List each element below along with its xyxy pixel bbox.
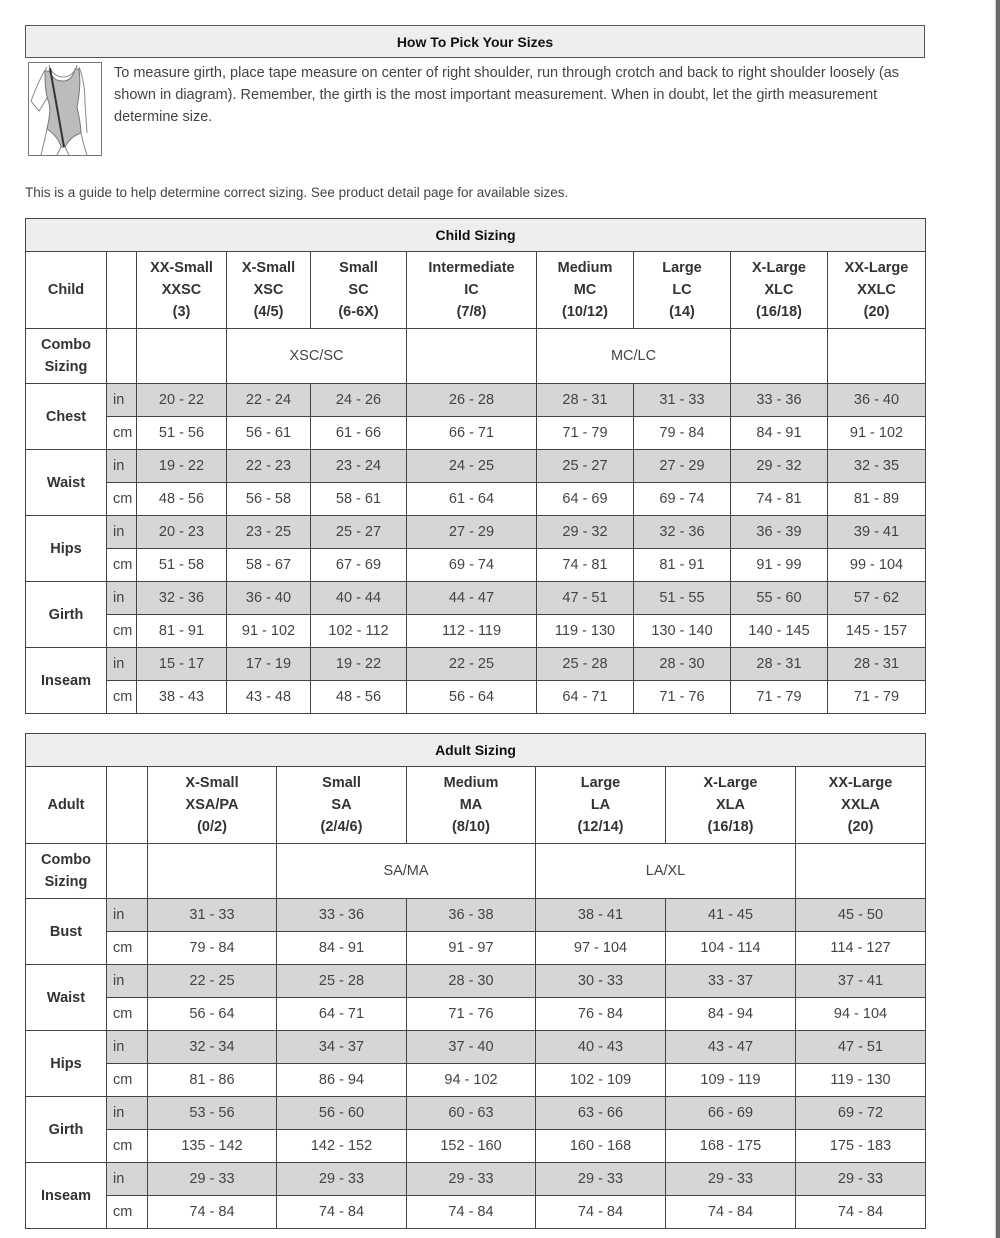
measurement-value: 74 - 84: [666, 1196, 796, 1229]
measurement-value: 56 - 64: [407, 681, 537, 714]
measurement-value: 81 - 91: [137, 615, 227, 648]
unit-label: in: [107, 582, 137, 615]
size-header-name: X-Small: [241, 260, 296, 276]
measurement-value: 74 - 81: [537, 549, 634, 582]
measurement-value: 119 - 130: [796, 1064, 926, 1097]
size-header-code: IC: [464, 282, 479, 298]
measurement-value: 74 - 84: [148, 1196, 277, 1229]
size-header: [311, 252, 407, 329]
measurement-value: 25 - 27: [311, 516, 407, 549]
measurement-value: 37 - 40: [407, 1031, 536, 1064]
table-row: [26, 1097, 926, 1130]
measurement-value: 28 - 30: [634, 648, 731, 681]
measurement-value: 19 - 22: [311, 648, 407, 681]
measurement-value: 33 - 36: [731, 384, 828, 417]
unit-label: in: [107, 1163, 148, 1196]
size-header-name: Medium: [557, 260, 613, 276]
table-row: [26, 615, 926, 648]
size-header-range: (2/4/6): [320, 819, 363, 835]
size-header-range: (7/8): [456, 304, 487, 320]
measurement-value: 94 - 104: [796, 998, 926, 1031]
table-row: [26, 1130, 926, 1163]
combo-sizing-label: [26, 329, 107, 384]
measurement-value: 64 - 69: [537, 483, 634, 516]
measurement-value: 55 - 60: [731, 582, 828, 615]
size-header: [227, 252, 311, 329]
combo-cell: [407, 329, 537, 384]
measurement-value: 20 - 23: [137, 516, 227, 549]
measurement-value: 66 - 69: [666, 1097, 796, 1130]
measurement-value: 71 - 79: [731, 681, 828, 714]
measurement-value: 56 - 60: [277, 1097, 407, 1130]
measurement-value: 29 - 33: [277, 1163, 407, 1196]
child-corner-label: Child: [26, 252, 107, 329]
measurement-label: Waist: [26, 965, 107, 1031]
measurement-value: 109 - 119: [666, 1064, 796, 1097]
measurement-value: 38 - 41: [536, 899, 666, 932]
measurement-label: Bust: [26, 899, 107, 965]
table-row: [26, 1031, 926, 1064]
size-header: [537, 252, 634, 329]
size-header-code: XXSC: [161, 282, 202, 298]
size-header-range: (8/10): [452, 819, 490, 835]
measurement-label: Girth: [26, 582, 107, 648]
measurement-value: 22 - 24: [227, 384, 311, 417]
measurement-value: 24 - 26: [311, 384, 407, 417]
measurement-value: 53 - 56: [148, 1097, 277, 1130]
measurement-value: 36 - 40: [828, 384, 926, 417]
measurement-value: 48 - 56: [137, 483, 227, 516]
unit-label: in: [107, 648, 137, 681]
unit-label: cm: [107, 1064, 148, 1097]
measurement-value: 27 - 29: [634, 450, 731, 483]
guide-title: [25, 25, 925, 58]
table-row: [26, 899, 926, 932]
measurement-value: 56 - 61: [227, 417, 311, 450]
measurement-value: 114 - 127: [796, 932, 926, 965]
unit-header-blank: [107, 767, 148, 844]
unit-label: cm: [107, 417, 137, 450]
measurement-value: 91 - 97: [407, 932, 536, 965]
unit-label: cm: [107, 1130, 148, 1163]
unit-label: in: [107, 516, 137, 549]
table-row: [26, 998, 926, 1031]
combo-cell: [148, 844, 277, 899]
unit-label: in: [107, 965, 148, 998]
measurement-label: Inseam: [26, 1163, 107, 1229]
measurement-value: 135 - 142: [148, 1130, 277, 1163]
measurement-value: 58 - 61: [311, 483, 407, 516]
table-row: [26, 384, 926, 417]
combo-cell: [137, 329, 227, 384]
measurement-value: 99 - 104: [828, 549, 926, 582]
measurement-value: 22 - 23: [227, 450, 311, 483]
measurement-value: 29 - 33: [796, 1163, 926, 1196]
unit-label: in: [107, 1097, 148, 1130]
measurement-value: 104 - 114: [666, 932, 796, 965]
measurement-value: 28 - 31: [731, 648, 828, 681]
measurement-value: 19 - 22: [137, 450, 227, 483]
size-header: [796, 767, 926, 844]
measurement-value: 102 - 112: [311, 615, 407, 648]
size-header-name: XX-Large: [828, 775, 893, 791]
measurement-value: 84 - 91: [277, 932, 407, 965]
measurement-value: 74 - 84: [796, 1196, 926, 1229]
measurement-value: 79 - 84: [634, 417, 731, 450]
size-header-code: SA: [331, 797, 352, 813]
size-header: [277, 767, 407, 844]
measurement-value: 69 - 72: [796, 1097, 926, 1130]
measurement-value: 26 - 28: [407, 384, 537, 417]
measurement-value: 28 - 30: [407, 965, 536, 998]
unit-label: in: [107, 450, 137, 483]
measurement-label: Chest: [26, 384, 107, 450]
unit-label: cm: [107, 681, 137, 714]
table-row: [26, 648, 926, 681]
measurement-value: 69 - 74: [407, 549, 537, 582]
unit-header-blank: [107, 252, 137, 329]
measurement-value: 20 - 22: [137, 384, 227, 417]
combo-cell: MC/LC: [537, 329, 731, 384]
measurement-value: 33 - 36: [277, 899, 407, 932]
size-header: [148, 767, 277, 844]
combo-label-line1: Combo: [41, 852, 91, 868]
measurement-value: 32 - 36: [137, 582, 227, 615]
size-header-range: (20): [863, 304, 890, 320]
adult-corner-label: Adult: [26, 767, 107, 844]
measurement-value: 79 - 84: [148, 932, 277, 965]
unit-label: in: [107, 1031, 148, 1064]
measurement-value: 51 - 55: [634, 582, 731, 615]
measurement-value: 40 - 43: [536, 1031, 666, 1064]
size-header-range: (10/12): [562, 304, 608, 320]
table-row: [26, 681, 926, 714]
measurement-value: 32 - 36: [634, 516, 731, 549]
table-row: [26, 483, 926, 516]
combo-sizing-label: [26, 844, 107, 899]
measurement-value: 45 - 50: [796, 899, 926, 932]
measurement-value: 31 - 33: [634, 384, 731, 417]
measurement-value: 71 - 76: [407, 998, 536, 1031]
combo-unit-blank: [107, 329, 137, 384]
measurement-value: 60 - 63: [407, 1097, 536, 1130]
combo-cell: XSC/SC: [227, 329, 407, 384]
measurement-value: 130 - 140: [634, 615, 731, 648]
size-header: [828, 252, 926, 329]
measurement-value: 28 - 31: [537, 384, 634, 417]
size-header-code: XSC: [253, 282, 284, 298]
measurement-value: 61 - 64: [407, 483, 537, 516]
measurement-value: 64 - 71: [537, 681, 634, 714]
measurement-value: 112 - 119: [407, 615, 537, 648]
measurement-label: Girth: [26, 1097, 107, 1163]
combo-label-line2: Sizing: [44, 359, 88, 375]
measurement-label: Hips: [26, 1031, 107, 1097]
measurement-value: 36 - 38: [407, 899, 536, 932]
size-header-range: (16/18): [756, 304, 802, 320]
size-header-name: X-Large: [752, 260, 806, 276]
measurement-value: 81 - 86: [148, 1064, 277, 1097]
measurement-value: 74 - 84: [407, 1196, 536, 1229]
size-header-code: XSA/PA: [185, 797, 239, 813]
measurement-value: 31 - 33: [148, 899, 277, 932]
measurement-value: 91 - 99: [731, 549, 828, 582]
child-sizing-title: Child Sizing: [26, 219, 926, 252]
measurement-value: 74 - 84: [277, 1196, 407, 1229]
measurement-value: 140 - 145: [731, 615, 828, 648]
size-header-code: XXLC: [857, 282, 896, 298]
measurement-value: 175 - 183: [796, 1130, 926, 1163]
unit-label: in: [107, 899, 148, 932]
measurement-value: 102 - 109: [536, 1064, 666, 1097]
size-header-code: SC: [348, 282, 369, 298]
measurement-label: Inseam: [26, 648, 107, 714]
size-header: [731, 252, 828, 329]
measurement-value: 84 - 91: [731, 417, 828, 450]
size-header-name: XX-Large: [844, 260, 909, 276]
measurement-value: 23 - 24: [311, 450, 407, 483]
size-header-name: X-Small: [185, 775, 239, 791]
table-row: [26, 417, 926, 450]
measurement-value: 36 - 39: [731, 516, 828, 549]
size-header-range: (16/18): [707, 819, 754, 835]
size-header-range: (4/5): [253, 304, 284, 320]
measurement-value: 25 - 28: [537, 648, 634, 681]
size-header-name: XX-Small: [150, 260, 213, 276]
measurement-value: 84 - 94: [666, 998, 796, 1031]
sizing-note: This is a guide to help determine correct sizing. See product detail page for available sizes.: [25, 185, 569, 200]
table-row: [26, 549, 926, 582]
measurement-value: 40 - 44: [311, 582, 407, 615]
measurement-value: 74 - 84: [536, 1196, 666, 1229]
window-scrollbar-edge: [996, 0, 1000, 1238]
measurement-value: 15 - 17: [137, 648, 227, 681]
size-header-code: MA: [459, 797, 483, 813]
size-header-code: XXLA: [841, 797, 880, 813]
measurement-value: 58 - 67: [227, 549, 311, 582]
measurement-value: 81 - 91: [634, 549, 731, 582]
measurement-value: 47 - 51: [537, 582, 634, 615]
measurement-value: 57 - 62: [828, 582, 926, 615]
measurement-value: 41 - 45: [666, 899, 796, 932]
measurement-value: 76 - 84: [536, 998, 666, 1031]
measurement-value: 25 - 28: [277, 965, 407, 998]
measurement-value: 27 - 29: [407, 516, 537, 549]
child-sizing-table: [25, 218, 926, 714]
size-header: [407, 767, 536, 844]
measurement-value: 33 - 37: [666, 965, 796, 998]
table-row: [26, 1064, 926, 1097]
table-row: [26, 932, 926, 965]
measurement-value: 43 - 48: [227, 681, 311, 714]
size-header-code: XLA: [716, 797, 745, 813]
combo-label-line2: Sizing: [44, 874, 88, 890]
measurement-value: 48 - 56: [311, 681, 407, 714]
measurement-value: 67 - 69: [311, 549, 407, 582]
measurement-value: 69 - 74: [634, 483, 731, 516]
measurement-value: 142 - 152: [277, 1130, 407, 1163]
window-edge: [986, 0, 996, 1238]
measurement-value: 39 - 41: [828, 516, 926, 549]
table-row: [26, 516, 926, 549]
measurement-value: 71 - 79: [537, 417, 634, 450]
size-header-code: XLC: [764, 282, 794, 298]
measurement-value: 37 - 41: [796, 965, 926, 998]
unit-label: cm: [107, 549, 137, 582]
measurement-value: 43 - 47: [666, 1031, 796, 1064]
measurement-value: 29 - 33: [536, 1163, 666, 1196]
size-header: [634, 252, 731, 329]
combo-unit-blank: [107, 844, 148, 899]
measurement-value: 25 - 27: [537, 450, 634, 483]
unit-label: cm: [107, 483, 137, 516]
measurement-value: 94 - 102: [407, 1064, 536, 1097]
measurement-label: Waist: [26, 450, 107, 516]
measurement-value: 61 - 66: [311, 417, 407, 450]
measurement-value: 56 - 58: [227, 483, 311, 516]
size-header-range: (12/14): [577, 819, 624, 835]
table-row: [26, 965, 926, 998]
measurement-value: 81 - 89: [828, 483, 926, 516]
size-header: [536, 767, 666, 844]
size-header-range: (0/2): [197, 819, 227, 835]
measurement-label: Hips: [26, 516, 107, 582]
unit-label: in: [107, 384, 137, 417]
unit-label: cm: [107, 998, 148, 1031]
unit-label: cm: [107, 932, 148, 965]
size-header-code: LC: [672, 282, 692, 298]
measurement-value: 28 - 31: [828, 648, 926, 681]
size-header-name: Small: [339, 260, 378, 276]
measurement-value: 44 - 47: [407, 582, 537, 615]
measurement-value: 47 - 51: [796, 1031, 926, 1064]
measurement-value: 30 - 33: [536, 965, 666, 998]
measurement-value: 51 - 56: [137, 417, 227, 450]
size-header-range: (20): [847, 819, 874, 835]
measurement-value: 22 - 25: [148, 965, 277, 998]
adult-sizing-table: [25, 733, 926, 1229]
table-row: [26, 1163, 926, 1196]
measurement-value: 86 - 94: [277, 1064, 407, 1097]
measurement-value: 119 - 130: [537, 615, 634, 648]
measurement-value: 29 - 32: [537, 516, 634, 549]
measurement-value: 51 - 58: [137, 549, 227, 582]
measurement-value: 71 - 76: [634, 681, 731, 714]
measurement-value: 145 - 157: [828, 615, 926, 648]
measurement-value: 56 - 64: [148, 998, 277, 1031]
measurement-value: 32 - 35: [828, 450, 926, 483]
measurement-value: 29 - 32: [731, 450, 828, 483]
measurement-value: 74 - 81: [731, 483, 828, 516]
table-row: [26, 1196, 926, 1229]
guide-title-text: How To Pick Your Sizes: [396, 33, 554, 50]
measurement-value: 64 - 71: [277, 998, 407, 1031]
size-header: [137, 252, 227, 329]
size-header: [666, 767, 796, 844]
size-header-code: MC: [573, 282, 597, 298]
leotard-girth-diagram-icon: [28, 62, 102, 156]
size-header-range: (14): [669, 304, 695, 320]
size-header-range: (6-6X): [338, 304, 379, 320]
measurement-value: 32 - 34: [148, 1031, 277, 1064]
measurement-value: 24 - 25: [407, 450, 537, 483]
combo-cell: [731, 329, 828, 384]
adult-sizing-title: Adult Sizing: [26, 734, 926, 767]
size-header-code: LA: [590, 797, 611, 813]
measurement-value: 168 - 175: [666, 1130, 796, 1163]
measurement-value: 36 - 40: [227, 582, 311, 615]
measurement-value: 91 - 102: [227, 615, 311, 648]
size-header-range: (3): [172, 304, 191, 320]
measurement-value: 71 - 79: [828, 681, 926, 714]
unit-label: cm: [107, 615, 137, 648]
measurement-value: 17 - 19: [227, 648, 311, 681]
measurement-value: 38 - 43: [137, 681, 227, 714]
measurement-value: 34 - 37: [277, 1031, 407, 1064]
measurement-value: 29 - 33: [666, 1163, 796, 1196]
size-header-name: X-Large: [703, 775, 758, 791]
size-header-name: Medium: [443, 775, 499, 791]
measurement-value: 66 - 71: [407, 417, 537, 450]
measurement-value: 23 - 25: [227, 516, 311, 549]
guide-instructions: To measure girth, place tape measure on center of right shoulder, run through crotch and back to right shoulder loosely (as shown in diagram). Remember, the girth is the most important measurement. When in doubt, let the girth measurement determine size.: [114, 65, 900, 125]
table-row: [26, 582, 926, 615]
measurement-value: 63 - 66: [536, 1097, 666, 1130]
combo-cell: [828, 329, 926, 384]
size-header-name: Small: [322, 775, 361, 791]
measurement-value: 29 - 33: [407, 1163, 536, 1196]
unit-label: cm: [107, 1196, 148, 1229]
size-header-name: Intermediate: [428, 260, 515, 276]
combo-cell: SA/MA: [277, 844, 536, 899]
size-header-name: Large: [662, 260, 702, 276]
combo-cell: LA/XL: [536, 844, 796, 899]
measurement-value: 22 - 25: [407, 648, 537, 681]
measurement-value: 29 - 33: [148, 1163, 277, 1196]
table-row: [26, 450, 926, 483]
measurement-value: 152 - 160: [407, 1130, 536, 1163]
size-header: [407, 252, 537, 329]
measurement-value: 91 - 102: [828, 417, 926, 450]
combo-label-line1: Combo: [41, 337, 91, 353]
measurement-value: 160 - 168: [536, 1130, 666, 1163]
size-header-name: Large: [580, 775, 621, 791]
measurement-value: 97 - 104: [536, 932, 666, 965]
combo-cell: [796, 844, 926, 899]
